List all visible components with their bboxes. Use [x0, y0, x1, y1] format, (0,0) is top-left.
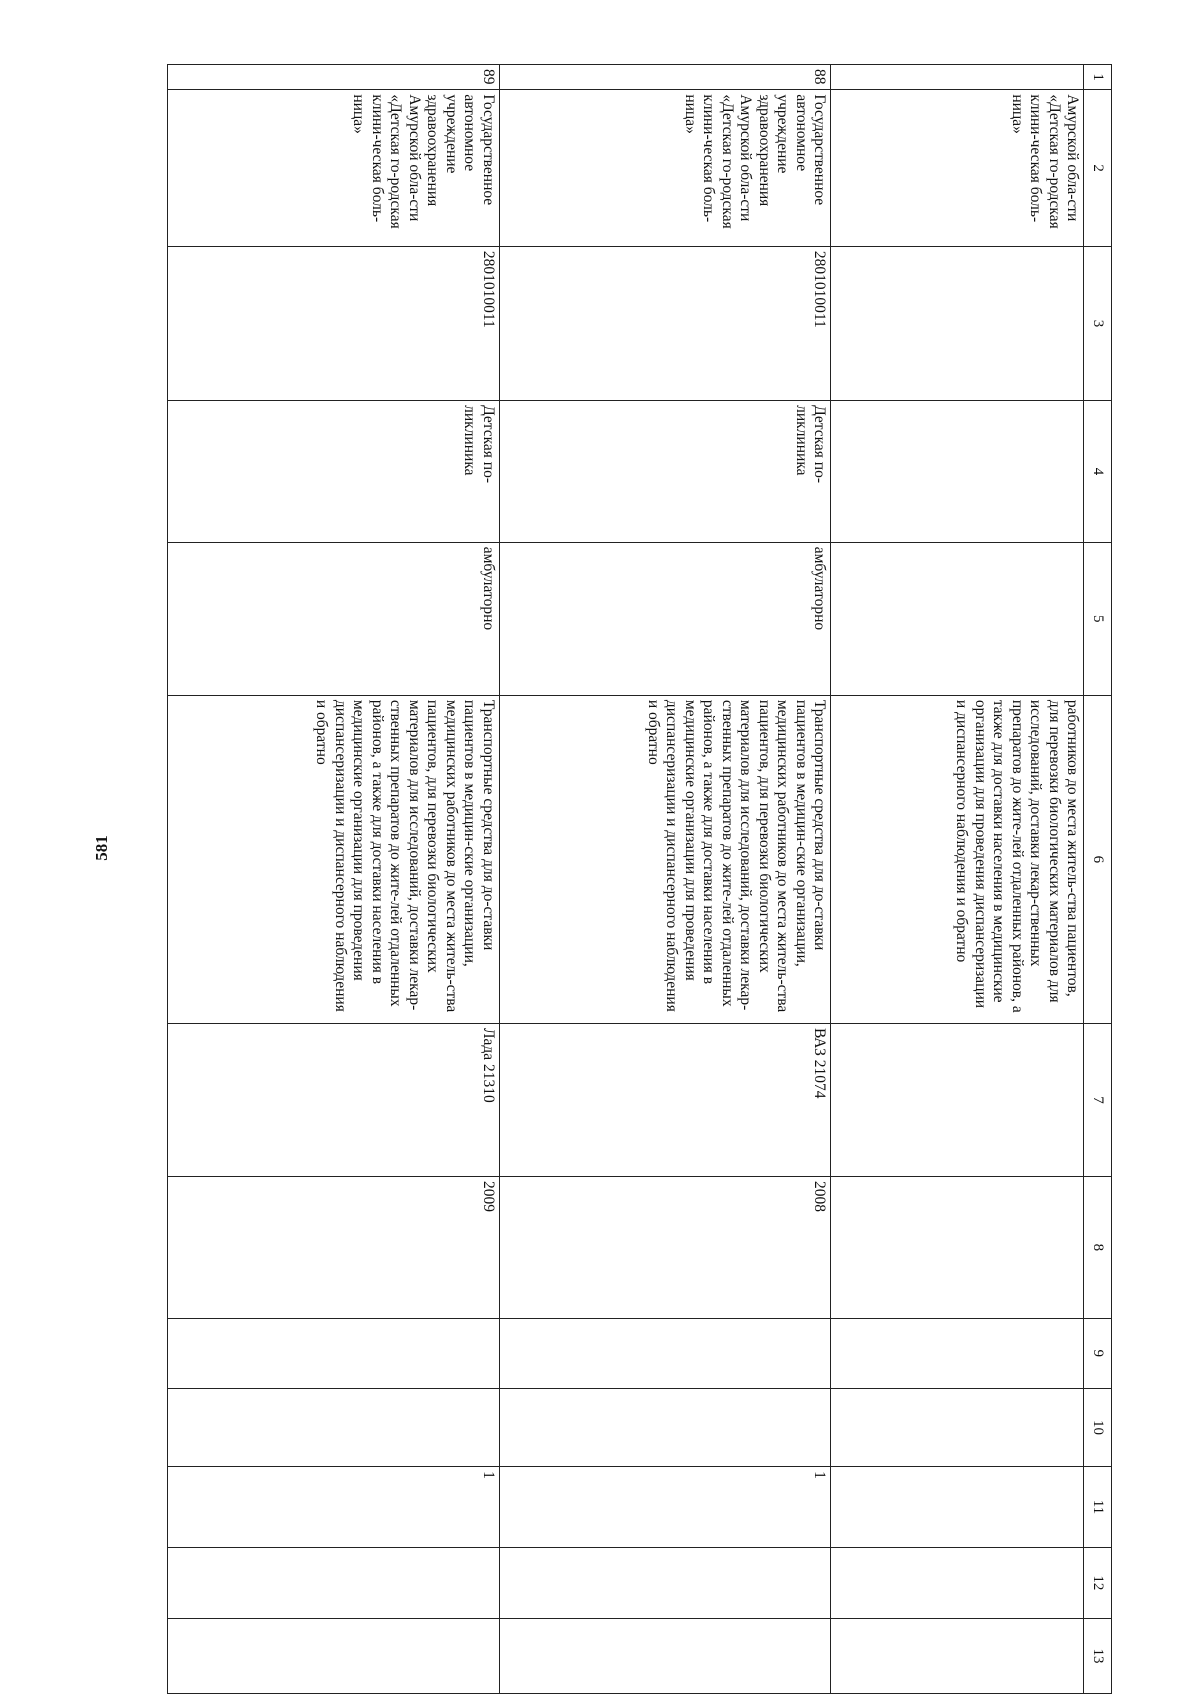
vehicle-table — [167, 64, 1112, 1694]
col-header-2: 2 — [1084, 90, 1112, 247]
cell-unit: Детская по-ликлиника — [499, 401, 831, 543]
cell-year: 2008 — [499, 1177, 831, 1319]
cell-mode: амбулаторно — [499, 542, 831, 695]
cell-11: 1 — [499, 1467, 831, 1548]
col-header-5: 5 — [1084, 542, 1112, 695]
table-row — [168, 65, 500, 1694]
cell-org: Амурской обла-сти «Детская го-родская клини-ческая боль-ница» — [831, 90, 1084, 247]
cell-11 — [831, 1467, 1084, 1548]
cell-purpose: Транспортные средства для до-ставки пациентов в медицин-ские организации, медицинских работников до места житель-ства пациентов, для перевозки биологических материалов для исследований, доставки лекар-ственных препаратов до жите-лей отдаленных районов, а также для доставки населения в медицинские организации для проведения диспансеризации и диспансерного наблюдения и обратно — [168, 695, 500, 1023]
cell-13 — [831, 1619, 1084, 1694]
cell-model: Лада 21310 — [168, 1023, 500, 1176]
cell-mode — [831, 542, 1084, 695]
col-header-10: 10 — [1084, 1388, 1112, 1466]
cell-13 — [499, 1619, 831, 1694]
cell-10 — [168, 1388, 500, 1466]
cell-org: Государственное автономное учреждение здравоохранения Амурской обла-сти «Детская го-родская клини-ческая боль-ница» — [499, 90, 831, 247]
cell-13 — [168, 1619, 500, 1694]
col-header-9: 9 — [1084, 1318, 1112, 1388]
cell-9 — [831, 1318, 1084, 1388]
cell-num: 88 — [499, 65, 831, 90]
cell-12 — [168, 1547, 500, 1618]
cell-11: 1 — [168, 1467, 500, 1548]
cell-12 — [499, 1547, 831, 1618]
cell-purpose: Транспортные средства для до-ставки пациентов в медицин-ские организации, медицинских работников до места житель-ства пациентов, для перевозки биологических материалов для исследований, доставки лекар-ственных препаратов до жите-лей отдаленных районов, а также для доставки населения в медицинские организации для проведения диспансеризации и диспансерного наблюдения и обратно — [499, 695, 831, 1023]
cell-unit: Детская по-ликлиника — [168, 401, 500, 543]
col-header-4: 4 — [1084, 401, 1112, 543]
cell-code: 2801010011 — [499, 246, 831, 400]
cell-9 — [499, 1318, 831, 1388]
cell-unit — [831, 401, 1084, 543]
cell-model — [831, 1023, 1084, 1176]
rotated-table-container — [167, 64, 1112, 1694]
cell-9 — [168, 1318, 500, 1388]
cell-org: Государственное автономное учреждение здравоохранения Амурской обла-сти «Детская го-родская клини-ческая боль-ница» — [168, 90, 500, 247]
cell-12 — [831, 1547, 1084, 1618]
cell-mode: амбулаторно — [168, 542, 500, 695]
header-row — [1084, 65, 1112, 1694]
cell-code: 2801010011 — [168, 246, 500, 400]
cell-purpose: работников до места житель-ства пациентов, для перевозки биологических материалов для исследований, доставки лекар-ственных препаратов до жите-лей отдаленных районов, а также для доставки населения в медицинские организации для проведения диспансеризации и диспансерного наблюдения и обратно — [831, 695, 1084, 1023]
col-header-11: 11 — [1084, 1467, 1112, 1548]
table-row — [499, 65, 831, 1694]
cell-10 — [831, 1388, 1084, 1466]
table-row — [831, 65, 1084, 1694]
col-header-8: 8 — [1084, 1177, 1112, 1319]
cell-code — [831, 246, 1084, 400]
col-header-13: 13 — [1084, 1619, 1112, 1694]
cell-10 — [499, 1388, 831, 1466]
col-header-3: 3 — [1084, 246, 1112, 400]
col-header-6: 6 — [1084, 695, 1112, 1023]
cell-year — [831, 1177, 1084, 1319]
cell-num: 89 — [168, 65, 500, 90]
col-header-1: 1 — [1084, 65, 1112, 90]
cell-model: ВАЗ 21074 — [499, 1023, 831, 1176]
col-header-12: 12 — [1084, 1547, 1112, 1618]
page-number: 581 — [92, 835, 111, 861]
cell-num — [831, 65, 1084, 90]
cell-year: 2009 — [168, 1177, 500, 1319]
col-header-7: 7 — [1084, 1023, 1112, 1176]
